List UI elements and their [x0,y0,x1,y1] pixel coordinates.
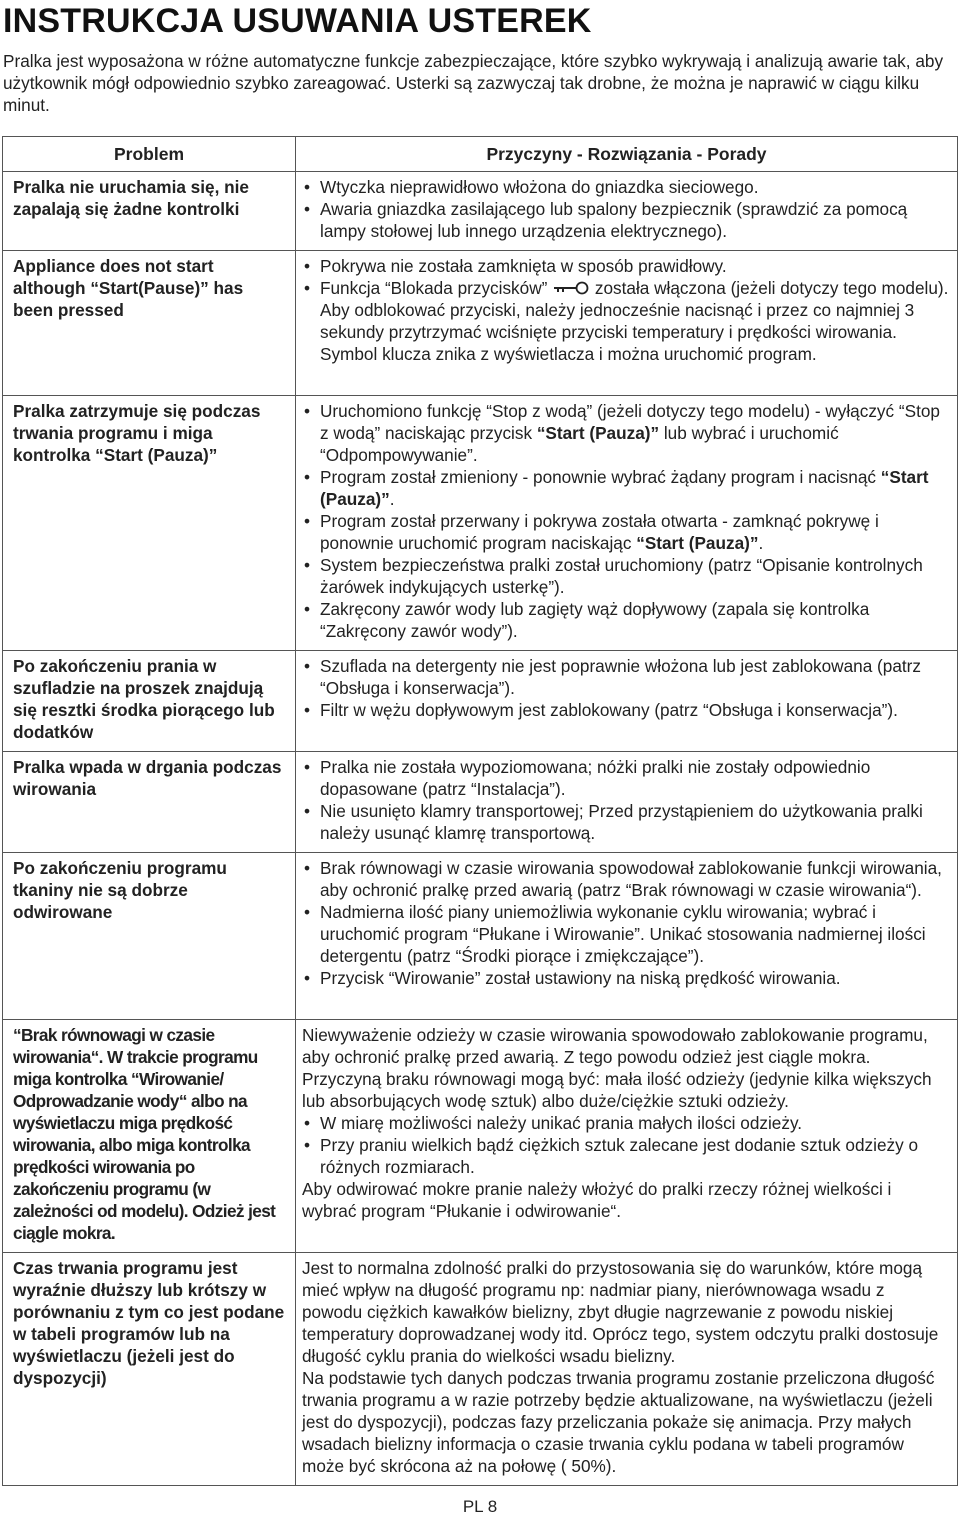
table-row [3,752,958,853]
list-item: • Filtr w wężu dopływowym jest zablokowany (patrz “Obsługa i konserwacja”). [302,699,949,721]
table-header-row [3,137,958,172]
list-item: • Przy praniu wielkich bądź ciężkich sztuk zalecane jest dodanie sztuk odzieży o różnych rozmiarach. [302,1134,949,1178]
solution-paragraph: Aby odwirować mokre pranie należy włożyć do pralki rzeczy różnej wielkości i wybrać program “Płukanie i odwirowanie“. [302,1179,892,1221]
bullet-text: . [389,489,395,509]
bold-text: “Start (Pauza)” [636,533,759,553]
table-row [3,1253,958,1486]
problem-cell: “Brak równowagi w czasie wirowania“. W trakcie programu miga kontrolka “Wirowanie/ Odprowadzanie wody“ albo na wyświetlaczu miga prędkość wirowania, albo miga kontrolka prędkości wirowania po zakończeniu programu (w zależności od modelu). Odzież jest ciągle mokra. [3,1020,296,1253]
bullet-text: Funkcja “Blokada przycisków” [320,278,548,298]
page-title: INSTRUKCJA USUWANIA USTEREK [3,2,592,40]
list-item [302,400,949,466]
list-item: • Nadmierna ilość piany uniemożliwia wykonanie cyklu wirowania; wybrać i uruchomić program “Płukane i Wirowanie”. Unikać stosowania nadmiernej ilości detergentu (patrz “Środki piorące i zmiękczające”). [302,901,949,967]
table-row [3,251,958,396]
problem-cell: Pralka wpada w drgania podczas wirowania [3,752,296,853]
list-item: • Pralka nie została wypoziomowana; nóżki pralki nie zostały odpowiednio dopasowane (patrz “Instalacja”). [302,756,949,800]
header-solution: Przyczyny - Rozwiązania - Porady [296,137,958,172]
list-item [302,510,949,554]
list-item: • Nie usunięto klamry transportowej; Przed przystąpieniem do użytkowania pralki należy usunąć klamrę transportową. [302,800,949,844]
list-item: • W miarę możliwości należy unikać prania małych ilości odzieży. [302,1112,949,1134]
solution-cell [296,752,958,853]
list-item: • Pokrywa nie została zamknięta w sposób prawidłowy. [302,255,949,277]
bullet-text: Program został przerwany i pokrywa została otwarta - zamknąć pokrywę i ponownie uruchomić program naciskając [320,511,879,553]
list-item: • Szuflada na detergenty nie jest poprawnie włożona lub jest zablokowana (patrz “Obsługa i konserwacja”). [302,655,949,699]
list-item [302,466,949,510]
page-number: PL 8 [462,1497,498,1516]
problem-cell: Czas trwania programu jest wyraźnie dłuższy lub krótszy w porównaniu z tym co jest podane w tabeli programów lub na wyświetlaczu (jeżeli jest do dyspozycji) [3,1253,296,1486]
solution-cell [296,853,958,1020]
solution-cell [296,251,958,396]
bullet-text: Uruchomiono funkcję “Stop z wodą” (jeżeli dotyczy tego modelu) - wyłączyć “Stop z wodą” naciskając przycisk [320,401,940,443]
list-item: • Wtyczka nieprawidłowo włożona do gniazdka sieciowego. [302,176,949,198]
table-row [3,853,958,1020]
bold-text: “Start (Pauza)” [320,467,929,509]
problem-cell: Po zakończeniu prania w szufladzie na proszek znajdują się resztki środka piorącego lub dodatków [3,651,296,752]
list-item: • Awaria gniazdka zasilającego lub spalony bezpiecznik (sprawdzić za pomocą lampy stołowej lub innego urządzenia elektrycznego). [302,198,949,242]
solution-cell [296,1020,958,1253]
table-row [3,396,958,651]
list-item: • Przycisk “Wirowanie” został ustawiony na niską prędkość wirowania. [302,967,949,989]
problem-cell: Pralka nie uruchamia się, nie zapalają się żadne kontrolki [3,172,296,251]
bullet-text: . [758,533,764,553]
solution-cell [296,172,958,251]
table-row [3,1020,958,1253]
solution-cell [296,1253,958,1486]
bullet-text: została włączona (jeżeli dotyczy tego modelu). Aby odblokować przyciski, należy jednocześnie nacisnąć i przez co najmniej 3 sekundy przytrzymać wciśnięte przyciski temperatury i prędkości wirowania. Symbol klucza znika z wyświetlacza i można uruchomić program. [320,278,949,364]
list-item: • Brak równowagi w czasie wirowania spowodował zablokowanie funkcji wirowania, aby ochronić pralkę przed awarią (patrz “Brak równowagi w czasie wirowania“). [302,857,949,901]
solution-cell [296,651,958,752]
list-item: • Zakręcony zawór wody lub zagięty wąż dopływowy (zapala się kontrolka “Zakręcony zawór wody”). [302,598,949,642]
solution-paragraph: Jest to normalna zdolność pralki do przystosowania się do warunków, które mogą mieć wpływ na długość programu np: nadmiar piany, nierównowaga wsadu z powodu ciężkich kawałków bielizny, zbyt długie nagrzewanie z powodu niskiej temperatury doprowadzanej wody itd. Oprócz tego, system odczytu pralki dostosuje długość cyklu prania do wielkości wsadu bielizny. [302,1258,939,1366]
solution-cell [296,396,958,651]
intro-paragraph: Pralka jest wyposażona w różne automatyczne funkcje zabezpieczające, które szybko wykrywają i analizują awarie tak, aby użytkownik mógł odpowiednio szybko zareagować. Usterki są zazwyczaj tak drobne, że można je naprawić w ciągu kilku minut. [3,51,944,115]
list-item: • System bezpieczeństwa pralki został uruchomiony (patrz “Opisanie kontrolnych żarówek indykujących usterkę”). [302,554,949,598]
solution-paragraph: Przyczyną braku równowagi mogą być: mała ilość odzieży (jedynie kilka większych lub absorbujących wodę sztuk) albo duże/ciężkie sztuki odzieży. [302,1069,932,1111]
bullet-text: lub wybrać i uruchomić “Odpompowywanie”. [320,423,839,465]
header-problem: Problem [3,137,296,172]
problem-cell: Po zakończeniu programu tkaniny nie są dobrze odwirowane [3,853,296,1020]
key-lock-icon [552,281,590,295]
table-row [3,172,958,251]
troubleshooting-table [2,136,958,1486]
solution-paragraph: Niewyważenie odzieży w czasie wirowania spowodowało zablokowanie programu, aby ochronić pralkę przed awarią. Z tego powodu odzież jest ciągle mokra. [302,1025,928,1067]
bullet-text: Program został zmieniony - ponownie wybrać żądany program i nacisnąć [320,467,881,487]
table-row [3,651,958,752]
problem-cell: Appliance does not start although “Start(Pause)” has been pressed [3,251,296,396]
solution-paragraph: Na podstawie tych danych podczas trwania programu zostanie przeliczona długość trwania programu a w razie potrzeby będzie aktualizowane, na wyświetlaczu (jeżeli jest do dyspozycji), podczas fazy przeliczania pokaże się animacja. Przy małych wsadach bielizny informacja o czasie trwania cyklu podana w tabeli programów może być skrócona aż na połowę ( 50%). [302,1368,935,1476]
problem-cell: Pralka zatrzymuje się podczas trwania programu i miga kontrolka “Start (Pauza)” [3,396,296,651]
bold-text: “Start (Pauza)” [536,423,660,443]
list-item [302,277,949,365]
